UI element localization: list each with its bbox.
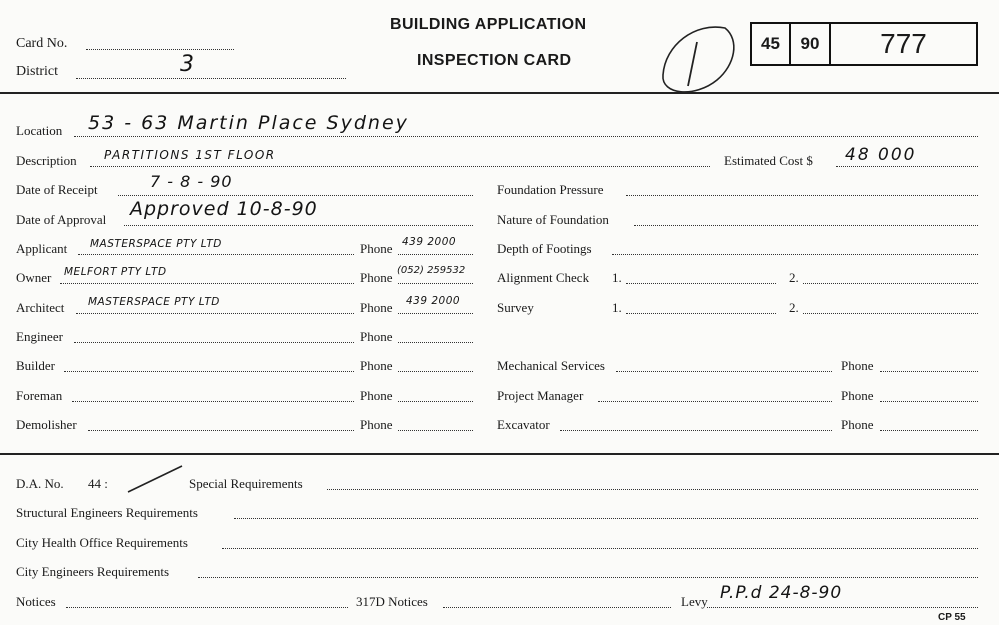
- architect-value: MASTERSPACE PTY LTD: [88, 296, 220, 308]
- project-manager-phone-label: Phone: [841, 388, 874, 403]
- alignment-num1: 1.: [612, 270, 622, 285]
- foreman-field[interactable]: [72, 401, 354, 402]
- excavator-label: Excavator: [497, 417, 550, 432]
- owner-phone-field[interactable]: [398, 283, 473, 284]
- estimated-cost-field[interactable]: [836, 166, 978, 167]
- description-value: PARTITIONS 1ST FLOOR: [104, 148, 276, 162]
- notices-317d-field[interactable]: [443, 607, 671, 608]
- da-no-label: D.A. No.: [16, 476, 64, 491]
- builder-field[interactable]: [64, 371, 354, 372]
- foreman-phone-label: Phone: [360, 388, 393, 403]
- ref-box-1: 45: [750, 22, 791, 66]
- survey-field-2[interactable]: [803, 313, 978, 314]
- foreman-label: Foreman: [16, 388, 63, 403]
- applicant-phone-field[interactable]: [398, 254, 473, 255]
- survey-field-1[interactable]: [626, 313, 776, 314]
- survey-num2: 2.: [789, 300, 799, 315]
- project-manager-phone-field[interactable]: [880, 401, 978, 402]
- da-no-value: 44 :: [88, 476, 108, 491]
- builder-phone-field[interactable]: [398, 371, 473, 372]
- foreman-phone-field[interactable]: [398, 401, 473, 402]
- mechanical-label: Mechanical Services: [497, 358, 605, 373]
- structural-label: Structural Engineers Requirements: [16, 505, 198, 520]
- demolisher-phone-field[interactable]: [398, 430, 473, 431]
- builder-phone-label: Phone: [360, 358, 393, 373]
- description-label: Description: [16, 153, 77, 168]
- owner-phone-label: Phone: [360, 270, 393, 285]
- owner-phone-value: (052) 259532: [397, 265, 466, 276]
- engineer-phone-label: Phone: [360, 329, 393, 344]
- excavator-field[interactable]: [560, 430, 832, 431]
- circled-mark-icon: [655, 20, 745, 98]
- architect-phone-value: 439 2000: [406, 295, 461, 307]
- applicant-label: Applicant: [16, 241, 68, 256]
- applicant-field[interactable]: [78, 254, 354, 255]
- date-approval-label: Date of Approval: [16, 212, 107, 227]
- district-field[interactable]: [76, 78, 346, 79]
- excavator-phone-label: Phone: [841, 417, 874, 432]
- district-label: District: [16, 64, 58, 79]
- engineer-field[interactable]: [74, 342, 354, 343]
- description-field[interactable]: [90, 166, 710, 167]
- survey-label: Survey: [497, 300, 534, 315]
- health-field[interactable]: [222, 548, 978, 549]
- location-field[interactable]: [74, 136, 978, 137]
- ref-box-3: 777: [829, 22, 978, 66]
- alignment-check-field-1[interactable]: [626, 283, 776, 284]
- form-code: CP 55: [938, 612, 966, 623]
- architect-phone-field[interactable]: [398, 313, 473, 314]
- owner-value: MELFORT PTY LTD: [64, 266, 167, 278]
- architect-label: Architect: [16, 300, 65, 315]
- health-label: City Health Office Requirements: [16, 535, 188, 550]
- levy-value: P.P.d 24-8-90: [720, 583, 843, 603]
- location-value: 53 - 63 Martin Place Sydney: [88, 112, 409, 134]
- estimated-cost-label: Estimated Cost $: [724, 153, 813, 168]
- date-receipt-value: 7 - 8 - 90: [150, 172, 233, 191]
- card-no-label: Card No.: [16, 36, 68, 51]
- applicant-phone-value: 439 2000: [402, 236, 457, 248]
- engineer-label: Engineer: [16, 329, 63, 344]
- estimated-cost-value: 48 000: [845, 145, 917, 165]
- date-receipt-label: Date of Receipt: [16, 182, 98, 197]
- demolisher-label: Demolisher: [16, 417, 77, 432]
- nature-foundation-label: Nature of Foundation: [497, 212, 609, 227]
- applicant-phone-label: Phone: [360, 241, 393, 256]
- special-req-label: Special Requirements: [189, 476, 303, 491]
- demolisher-field[interactable]: [88, 430, 354, 431]
- city-eng-field[interactable]: [198, 577, 978, 578]
- owner-label: Owner: [16, 270, 52, 285]
- architect-phone-label: Phone: [360, 300, 393, 315]
- structural-field[interactable]: [234, 518, 978, 519]
- alignment-check-field-2[interactable]: [803, 283, 978, 284]
- levy-label: Levy: [681, 594, 708, 609]
- notices-label: Notices: [16, 594, 56, 609]
- card-no-field[interactable]: [86, 49, 234, 50]
- mechanical-phone-field[interactable]: [880, 371, 978, 372]
- project-manager-label: Project Manager: [497, 388, 584, 403]
- date-approval-value: Approved 10-8-90: [130, 198, 318, 220]
- engineer-phone-field[interactable]: [398, 342, 473, 343]
- builder-label: Builder: [16, 358, 55, 373]
- project-manager-field[interactable]: [598, 401, 832, 402]
- mechanical-field[interactable]: [616, 371, 832, 372]
- levy-field[interactable]: [707, 607, 978, 608]
- date-receipt-field[interactable]: [118, 195, 473, 196]
- foundation-pressure-field[interactable]: [626, 195, 978, 196]
- location-label: Location: [16, 123, 63, 138]
- title-line1: BUILDING APPLICATION: [390, 16, 587, 33]
- mechanical-phone-label: Phone: [841, 358, 874, 373]
- foundation-pressure-label: Foundation Pressure: [497, 182, 604, 197]
- nature-foundation-field[interactable]: [634, 225, 978, 226]
- ref-box-2: 90: [789, 22, 831, 66]
- title-line2: INSPECTION CARD: [417, 52, 572, 69]
- slash-mark-icon: [124, 462, 186, 496]
- notices-field[interactable]: [66, 607, 348, 608]
- depth-footings-label: Depth of Footings: [497, 241, 592, 256]
- applicant-value: MASTERSPACE PTY LTD: [90, 238, 222, 250]
- city-eng-label: City Engineers Requirements: [16, 564, 170, 579]
- excavator-phone-field[interactable]: [880, 430, 978, 431]
- divider-top: [0, 92, 999, 94]
- depth-footings-field[interactable]: [612, 254, 978, 255]
- notices-317d-label: 317D Notices: [356, 594, 428, 609]
- alignment-num2: 2.: [789, 270, 799, 285]
- demolisher-phone-label: Phone: [360, 417, 393, 432]
- district-value: 3: [180, 52, 195, 77]
- owner-field[interactable]: [60, 283, 354, 284]
- survey-num1: 1.: [612, 300, 622, 315]
- date-approval-field[interactable]: [124, 225, 473, 226]
- alignment-check-label: Alignment Check: [497, 270, 590, 285]
- architect-field[interactable]: [76, 313, 354, 314]
- special-req-field[interactable]: [327, 489, 978, 490]
- divider-bottom: [0, 453, 999, 455]
